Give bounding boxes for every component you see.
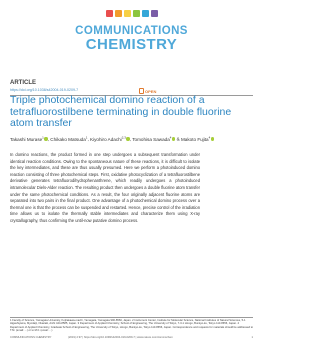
journal-name[interactable]	[0, 26, 263, 52]
logo-square	[115, 10, 122, 17]
author-item[interactable]	[90, 135, 133, 142]
author-name: Tomohisa Sawada	[132, 136, 170, 142]
author-name: Makoto Fujita	[180, 136, 209, 142]
author-list	[10, 134, 255, 143]
abstract: In domino reactions, the product formed in one step undergoes a subsequent transformation under identical reaction conditions. Owing to the spontaneous nature of these reactions, it is difficult to isolate the key intermediates, and these are thus usually presumed. Here we perform a photoinduced domino reaction consisting of three photochemical steps. First, oxidative photocyclization of a tetrafluorostilbene derivative generates tetrafluorodihydrophenanthrene, which readily undergoes a photoinduced intramolecular Diels-Alder reaction. The resulting product then undergoes a double fluorine atom transfer under the same photochemical conditions. As a result, the four originally adjacent fluorine atoms are separated into two pairs in the final product. One advantage of a photochemical domino process over a thermal one is that the process can be suspended and restarted. Hence, precise control of the irradiation time allows us to isolate the thermally stable intermediates and characterize them using X-ray crystallography, thus confirming the until-now putative domino process.	[10, 152, 200, 223]
journal-name-line1: COMMUNICATIONS	[75, 25, 188, 37]
author-item[interactable]	[129, 135, 175, 142]
affiliations: 1 Faculty of Science, Yamagata University, Kojirakawa-machi, Yamagata, Yamagata 990-8560, Japan. 2 Instrument Center, Institute for Molecular Science, National Institutes of Natural Sciences, 5-1 Higashiyama, Myodaiji, Okazaki, Aichi 444-8585, Japan. 3 Department of Applied Chemistry, School of Engineering, The University of Tokyo, 7-3-1 Hongo, Bunkyo-ku, Tokyo 113-8656, Japan. 4 Department of Applied Chemistry, Graduate School of Engineering, The University of Tokyo, Hongo, Bunkyo-ku, Tokyo 113-8656, Japan. Correspondence and requests for materials should be addressed to T.M. (email: ...) or to M.F. (email: ...)	[10, 319, 253, 333]
open-access-label: OPEN	[145, 89, 157, 94]
page-footer	[10, 336, 253, 342]
author-item[interactable]	[181, 137, 214, 142]
journal-logo-icon	[106, 10, 158, 17]
footer-divider	[10, 317, 253, 318]
logo-square	[106, 10, 113, 17]
author-item[interactable]	[47, 135, 88, 142]
footer-journal: COMMUNICATIONS CHEMISTRY	[10, 336, 52, 339]
logo-square	[133, 10, 140, 17]
author-name: Chikako Matsuda	[50, 136, 86, 142]
author-name: Kiyohiro Adachi	[90, 136, 122, 142]
doi-link[interactable]: https://doi.org/10.1038/s42004-019-0209-7	[10, 88, 79, 92]
logo-square	[124, 10, 131, 17]
author-separator: ,	[87, 136, 91, 142]
logo-square	[142, 10, 149, 17]
author-affil-mark: 4	[169, 135, 172, 139]
author-separator: ,	[129, 136, 133, 142]
journal-masthead	[0, 4, 263, 52]
author-affil-mark: 1	[85, 135, 88, 139]
open-lock-icon	[139, 88, 144, 94]
author-affil-mark: 1	[42, 135, 44, 139]
author-affil-mark: 2,3	[121, 135, 126, 139]
author-separator: ,	[47, 136, 51, 142]
page-number: 1	[251, 336, 253, 339]
journal-name-line2: CHEMISTRY	[85, 36, 178, 53]
footer-citation[interactable]: (2019) 2:97 | https://doi.org/10.1038/s42004-019-0209-7 | www.nature.com/commschem	[68, 336, 173, 339]
orcid-icon[interactable]	[208, 135, 214, 140]
logo-square	[151, 10, 158, 17]
article-type-label: ARTICLE	[10, 80, 36, 86]
author-separator: &	[175, 136, 181, 142]
author-item[interactable]	[10, 137, 48, 142]
author-affil-mark: 4	[208, 135, 211, 139]
article-title: Triple photochemical domino reaction of a tetrafluorostilbene terminating in double fluorine atom transfer	[10, 94, 232, 129]
author-name: Takashi Murase	[10, 136, 43, 142]
